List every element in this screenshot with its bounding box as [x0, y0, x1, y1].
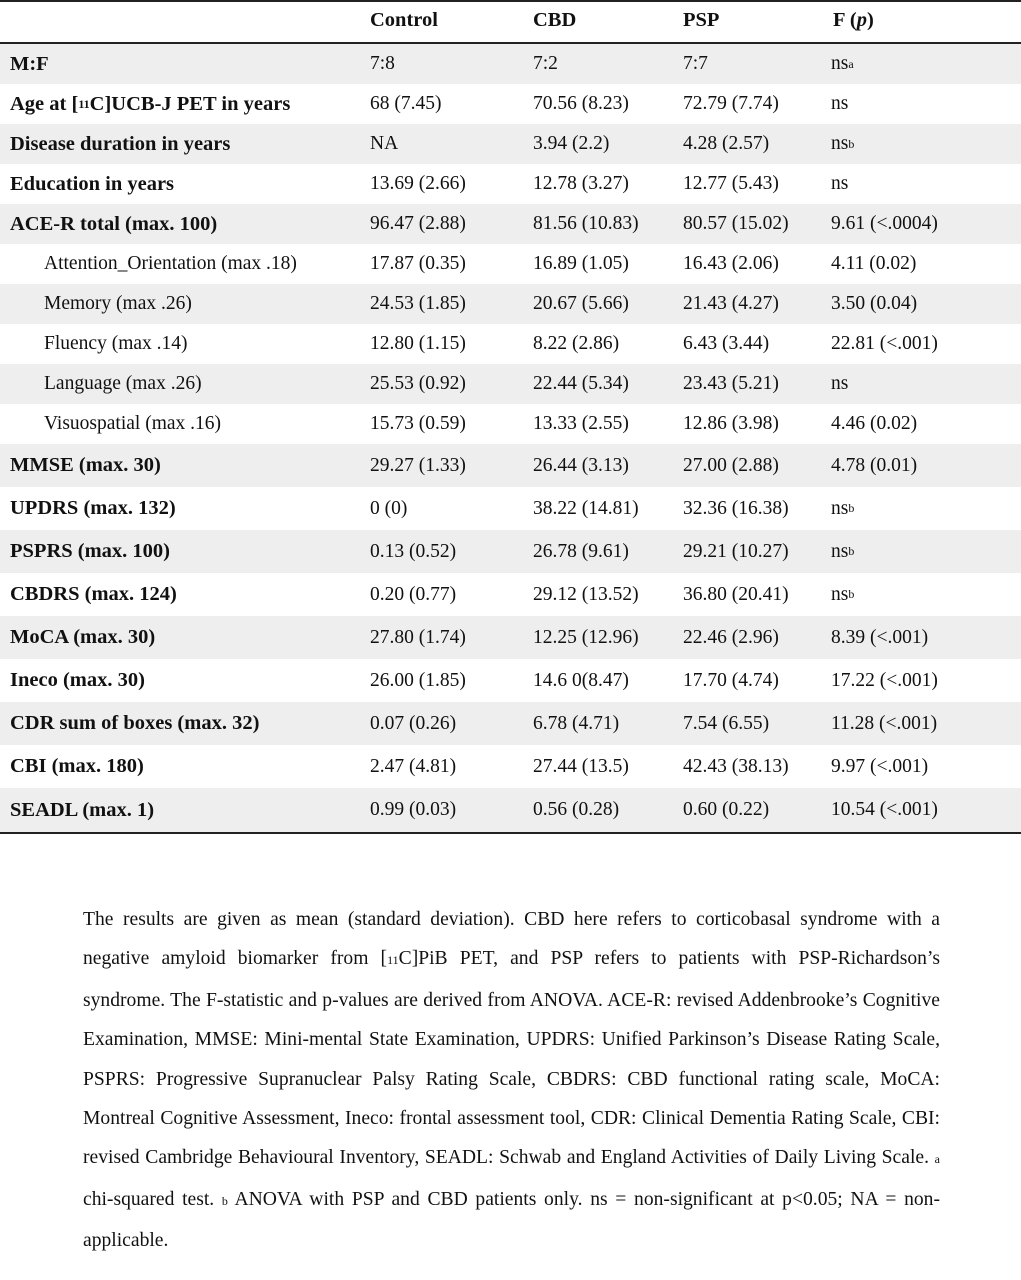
footnote-text-b: ANOVA with PSP and CBD patients only. ns = non-significant at p<0.05; NA = non-applicable.: [83, 1188, 940, 1252]
cell-control: 7:8: [370, 53, 395, 74]
cell-f-p: ns: [831, 173, 849, 194]
cell-f-p: 4.46 (0.02): [831, 413, 918, 434]
cell-cbd: 16.89 (1.05): [533, 253, 629, 274]
cell-psp: 29.21 (10.27): [683, 540, 789, 562]
header-control: Control: [370, 8, 438, 31]
cell-psp: 7:7: [683, 53, 708, 74]
table-row: [0, 364, 1021, 404]
cell-f-p: ns b: [831, 583, 855, 605]
cell-cbd: 81.56 (10.83): [533, 213, 639, 234]
cell-cbd: 70.56 (8.23): [533, 93, 629, 114]
footnote-text-2: C]PiB PET, and PSP refers to patients with PSP-Richardson’s syndrome. The F-statistic and p-values are derived from ANOVA. ACE-R: revised Addenbrooke’s Cognitive Examination, MMSE: Mini-mental State Examination, UPDRS: Unified Parkinson’s Disease Rating Scale, PSPRS: Progressive Supranuclear Palsy Rating Scale, CBDRS: CBD functional rating scale, MoCA: Montreal Cognitive Assessment, Ineco: frontal assessment tool, CDR: Clinical Dementia Rating Scale, CBI: revised Cambridge Behavioural Inventory, SEADL: Schwab and England Activities of Daily Living Scale.: [83, 948, 940, 1169]
table-row: [0, 44, 1021, 84]
table-row: [0, 788, 1021, 832]
cell-psp: 12.86 (3.98): [683, 413, 779, 434]
footnote-marker: b: [848, 587, 855, 601]
footnote-mark-b: b: [221, 1193, 228, 1208]
row-label: CBDRS (max. 124): [10, 583, 177, 605]
table-footnote: [83, 900, 940, 1261]
table-row: [0, 659, 1021, 702]
table-header-row: [0, 2, 1021, 38]
footnote-marker: b: [848, 136, 855, 151]
row-label: UPDRS (max. 132): [10, 497, 176, 519]
cell-psp: 42.43 (38.13): [683, 755, 789, 777]
cell-cbd: 27.44 (13.5): [533, 755, 629, 777]
cell-control: NA: [370, 133, 399, 154]
row-label: Visuospatial (max .16): [44, 413, 222, 434]
footnote-mark-a: a: [934, 1152, 940, 1167]
cell-cbd: 22.44 (5.34): [533, 373, 629, 394]
row-label: SEADL (max. 1): [10, 798, 155, 821]
table-bottom-rule: [0, 832, 1021, 834]
footnote-text-1: The results are given as mean (standard deviation). CBD here refers to corticobasal syndrome with a negative amyloid biomarker from [: [83, 909, 940, 970]
header-psp: PSP: [683, 8, 720, 31]
cell-psp: 21.43 (4.27): [683, 293, 779, 314]
cell-f-p: 22.81 (<.001): [831, 333, 938, 354]
cell-psp: 23.43 (5.21): [683, 373, 779, 394]
table-row: [0, 530, 1021, 573]
table-row: [0, 487, 1021, 530]
cell-control: 0.99 (0.03): [370, 799, 457, 820]
cell-cbd: 26.44 (3.13): [533, 454, 629, 476]
cell-psp: 12.77 (5.43): [683, 173, 779, 194]
row-label: CDR sum of boxes (max. 32): [10, 712, 260, 734]
row-label: Attention_Orientation (max .18): [44, 253, 297, 274]
cell-f-p: ns a: [831, 53, 854, 74]
footnote-marker: b: [848, 501, 855, 515]
cell-cbd: 29.12 (13.52): [533, 583, 639, 605]
cell-cbd: 38.22 (14.81): [533, 497, 639, 519]
cell-psp: 7.54 (6.55): [683, 712, 770, 734]
header-f-p-text: F (p): [833, 8, 874, 31]
cell-control: 29.27 (1.33): [370, 454, 466, 476]
row-label: M:F: [10, 52, 49, 75]
row-label: Ineco (max. 30): [10, 669, 145, 691]
table-row: [0, 404, 1021, 444]
cell-f-p: 11.28 (<.001): [831, 712, 938, 734]
cell-cbd: 20.67 (5.66): [533, 293, 629, 314]
header-cbd: CBD: [533, 8, 577, 31]
header-f-p: [833, 2, 874, 38]
cell-f-p: ns: [831, 93, 849, 114]
cell-cbd: 26.78 (9.61): [533, 540, 629, 562]
cell-psp: 32.36 (16.38): [683, 497, 789, 519]
cell-cbd: 12.25 (12.96): [533, 626, 639, 648]
row-label: Age at [ 11 C]UCB-J PET in years: [10, 92, 291, 115]
footnote-sub-11: 11: [387, 953, 399, 968]
cell-psp: 0.60 (0.22): [683, 799, 770, 820]
row-label: Disease duration in years: [10, 132, 231, 155]
cell-control: 12.80 (1.15): [370, 333, 466, 354]
row-label: Education in years: [10, 172, 175, 195]
cell-psp: 4.28 (2.57): [683, 133, 770, 154]
footnote-marker: a: [848, 56, 854, 71]
table-row: [0, 616, 1021, 659]
cell-control: 17.87 (0.35): [370, 253, 466, 274]
table-row: [0, 284, 1021, 324]
cell-f-p: 4.11 (0.02): [831, 253, 917, 274]
row-label-subscript: 11: [78, 96, 90, 111]
cell-cbd: 13.33 (2.55): [533, 413, 629, 434]
cell-psp: 22.46 (2.96): [683, 626, 779, 648]
cell-cbd: 6.78 (4.71): [533, 712, 620, 734]
cell-psp: 72.79 (7.74): [683, 93, 779, 114]
cell-control: 96.47 (2.88): [370, 213, 466, 234]
cell-control: 0.20 (0.77): [370, 583, 457, 605]
cell-f-p: 17.22 (<.001): [831, 669, 938, 691]
table-row: [0, 124, 1021, 164]
row-label: Memory (max .26): [44, 293, 192, 314]
cell-f-p: ns b: [831, 133, 855, 154]
cell-f-p: 8.39 (<.001): [831, 626, 929, 648]
cell-control: 2.47 (4.81): [370, 755, 457, 777]
row-label: Language (max .26): [44, 373, 202, 394]
cell-control: 26.00 (1.85): [370, 669, 466, 691]
cell-cbd: 12.78 (3.27): [533, 173, 629, 194]
cell-control: 24.53 (1.85): [370, 293, 466, 314]
table-row: [0, 444, 1021, 487]
cell-control: 0.13 (0.52): [370, 540, 457, 562]
row-label: PSPRS (max. 100): [10, 540, 171, 562]
row-label: MoCA (max. 30): [10, 626, 156, 648]
table-row: [0, 702, 1021, 745]
cell-psp: 17.70 (4.74): [683, 669, 779, 691]
cell-f-p: 10.54 (<.001): [831, 799, 938, 820]
cell-cbd: 14.6 0(8.47): [533, 669, 629, 691]
cell-f-p: 9.97 (<.001): [831, 755, 929, 777]
cell-f-p: ns b: [831, 497, 855, 519]
cell-control: 0.07 (0.26): [370, 712, 457, 734]
cell-cbd: 3.94 (2.2): [533, 133, 610, 154]
cell-control: 27.80 (1.74): [370, 626, 466, 648]
row-label: MMSE (max. 30): [10, 454, 161, 476]
table-row: [0, 84, 1021, 124]
cell-control: 68 (7.45): [370, 93, 442, 114]
row-label: Fluency (max .14): [44, 333, 188, 354]
row-label: ACE-R total (max. 100): [10, 212, 218, 235]
footnote-text-a: chi-squared test.: [83, 1188, 222, 1210]
cell-f-p: 3.50 (0.04): [831, 293, 918, 314]
cell-control: 25.53 (0.92): [370, 373, 466, 394]
cell-f-p: ns: [831, 373, 849, 394]
cell-f-p: 9.61 (<.0004): [831, 213, 938, 234]
row-label: CBI (max. 180): [10, 755, 144, 777]
table-row: [0, 164, 1021, 204]
cell-psp: 80.57 (15.02): [683, 213, 789, 234]
cell-psp: 27.00 (2.88): [683, 454, 779, 476]
cell-psp: 16.43 (2.06): [683, 253, 779, 274]
cell-cbd: 8.22 (2.86): [533, 333, 620, 354]
table-row: [0, 324, 1021, 364]
cell-psp: 6.43 (3.44): [683, 333, 770, 354]
cell-control: 15.73 (0.59): [370, 413, 466, 434]
table-row: [0, 745, 1021, 788]
cell-psp: 36.80 (20.41): [683, 583, 789, 605]
footnote-marker: b: [848, 544, 855, 558]
cell-cbd: 7:2: [533, 53, 558, 74]
table-row: [0, 573, 1021, 616]
cell-cbd: 0.56 (0.28): [533, 799, 620, 820]
cell-control: 13.69 (2.66): [370, 173, 466, 194]
cell-f-p: 4.78 (0.01): [831, 454, 918, 476]
cell-f-p: ns b: [831, 540, 855, 562]
table-row: [0, 204, 1021, 244]
cell-control: 0 (0): [370, 497, 408, 519]
table-row: [0, 244, 1021, 284]
